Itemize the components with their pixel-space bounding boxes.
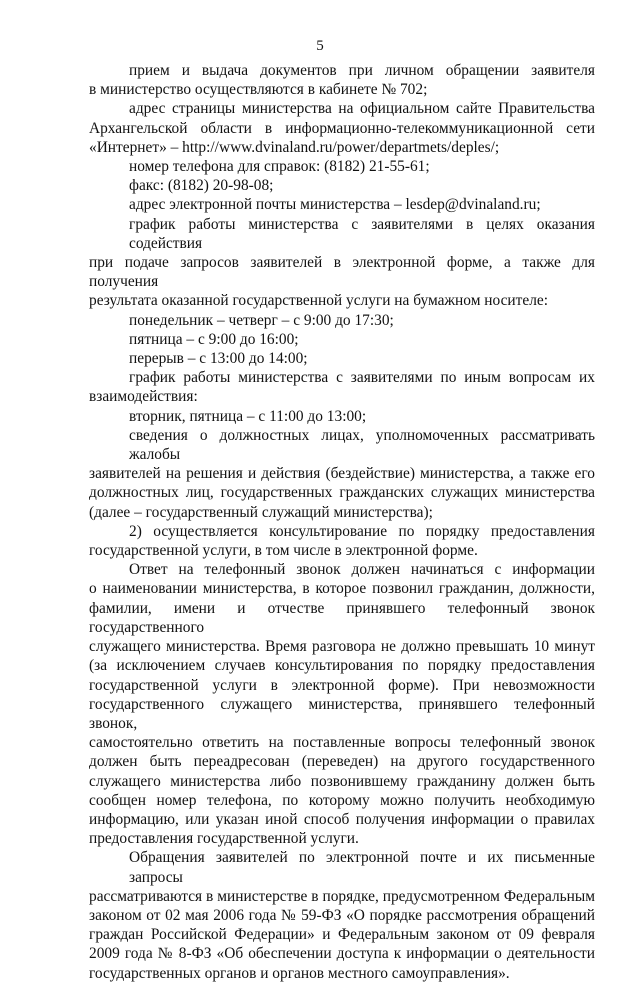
- text-line: должен быть переадресован (переведен) на другого государственного: [89, 753, 595, 771]
- text-line: результата оказанной государственной услуги на бумажном носителе:: [89, 292, 549, 310]
- text-line: «Интернет» – http://www.dvinaland.ru/power/departmets/deples/;: [89, 138, 500, 156]
- paragraph: [89, 99, 595, 157]
- paragraph: [89, 215, 595, 311]
- text-line: (далее – государственный служащий министерства);: [89, 503, 433, 521]
- text-line: фамилии, имени и отчестве принявшего телефонный звонок государственного: [89, 599, 595, 636]
- text-line: служащего министерства. Время разговора не должно превышать 10 минут: [89, 638, 595, 656]
- text-line: предоставления государственной услуги.: [89, 830, 359, 848]
- paragraph: [89, 61, 595, 99]
- text-line: (за исключением случаев консультирования по порядку предоставления: [89, 657, 595, 675]
- text-line: 2009 года № 8-ФЗ «Об обеспечении доступа к информации о деятельности: [89, 945, 595, 963]
- paragraph: [89, 311, 595, 330]
- paragraph: [89, 176, 595, 195]
- text-line: законом от 02 мая 2006 года № 59-ФЗ «О порядке рассмотрения обращений: [89, 906, 595, 924]
- text-line: пятница – с 9:00 до 16:00;: [129, 330, 299, 348]
- text-line: служащего министерства либо позвонившему гражданину должен быть: [89, 772, 595, 790]
- text-line: график работы министерства с заявителями по иным вопросам их: [129, 369, 595, 387]
- text-line: в министерство осуществляются в кабинете № 702;: [89, 81, 428, 99]
- text-line: рассматриваются в министерстве в порядке, предусмотренном Федеральным: [89, 887, 595, 905]
- text-line: понедельник – четверг – с 9:00 до 17:30;: [129, 311, 394, 329]
- text-line: самостоятельно ответить на поставленные вопросы телефонный звонок: [89, 734, 595, 752]
- text-line: государственной услуги в электронной форме). При невозможности: [89, 676, 595, 694]
- paragraph: [89, 426, 595, 522]
- paragraph: [89, 195, 595, 214]
- text-line: взаимодействия:: [89, 388, 198, 406]
- paragraph: [89, 407, 595, 426]
- paragraph: [89, 349, 595, 368]
- text-line: вторник, пятница – с 11:00 до 13:00;: [129, 407, 367, 425]
- text-line: Архангельской области в информационно-телекоммуникационной сети: [89, 119, 595, 137]
- text-line: адрес электронной почты министерства – lesdep@dvinaland.ru;: [129, 196, 541, 214]
- text-line: прием и выдача документов при личном обращении заявителя: [129, 62, 595, 79]
- text-line: 2) осуществляется консультирование по порядку предоставления: [129, 522, 595, 540]
- paragraph: [89, 560, 595, 848]
- document-body: [89, 61, 595, 983]
- text-line: информацию, или указан иной способ получения информации о правилах: [89, 810, 595, 828]
- text-line: адрес страницы министерства на официальном сайте Правительства: [129, 100, 595, 118]
- text-line: государственных органов и органов местного самоуправления».: [89, 964, 510, 982]
- text-line: государственного служащего министерства, принявшего телефонный звонок,: [89, 695, 595, 732]
- text-line: при подаче запросов заявителей в электронной форме, а также для получения: [89, 254, 595, 291]
- paragraph: [89, 848, 595, 982]
- text-line: сведения о должностных лицах, уполномоченных рассматривать жалобы: [129, 426, 595, 464]
- text-line: Обращения заявителей по электронной почте и их письменные запросы: [129, 849, 595, 886]
- text-line: сообщен номер телефона, по которому можно получить необходимую: [89, 791, 595, 809]
- text-line: номер телефона для справок: (8182) 21-55-61;: [129, 158, 430, 176]
- text-line: государственной услуги, в том числе в электронной форме.: [89, 542, 478, 560]
- text-line: Ответ на телефонный звонок должен начинаться с информации: [129, 561, 595, 579]
- page-number: 5: [316, 38, 324, 54]
- text-line: заявителей на решения и действия (бездействие) министерства, а также его: [89, 465, 595, 483]
- text-line: факс: (8182) 20-98-08;: [129, 177, 274, 195]
- text-line: о наименовании министерства, в которое позвонил гражданин, должности,: [89, 580, 595, 598]
- paragraph: [89, 368, 595, 406]
- text-line: перерыв – с 13:00 до 14:00;: [129, 350, 308, 368]
- text-line: граждан Российской Федерации» и Федеральным законом от 09 февраля: [89, 926, 595, 944]
- paragraph: [89, 522, 595, 560]
- text-line: должностных лиц, государственных гражданских служащих министерства: [89, 484, 595, 502]
- paragraph: [89, 157, 595, 176]
- paragraph: [89, 330, 595, 349]
- text-line: график работы министерства с заявителями в целях оказания содействия: [129, 215, 595, 252]
